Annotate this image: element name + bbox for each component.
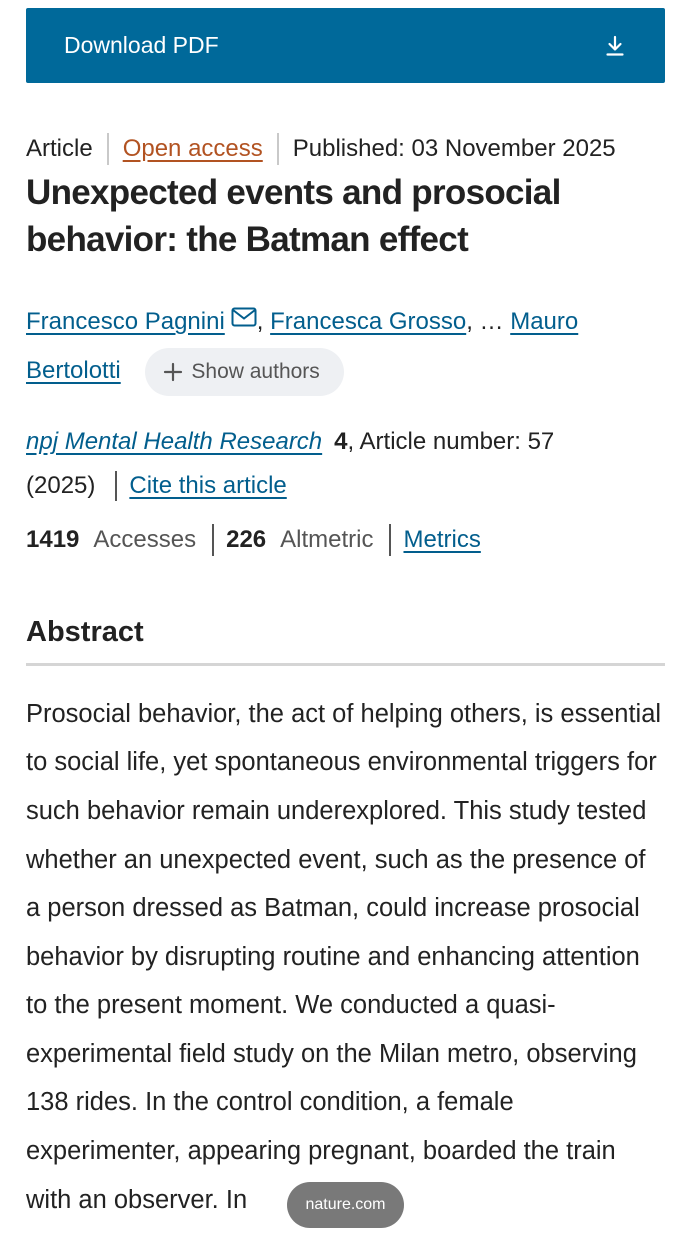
accesses-label: Accesses xyxy=(93,525,197,553)
metrics-link[interactable]: Metrics xyxy=(403,525,481,553)
author-ellipsis: , … xyxy=(466,308,511,335)
published-date: Published: 03 November 2025 xyxy=(292,135,616,162)
show-authors-label: Show authors xyxy=(191,360,320,384)
article-title: Unexpected events and prosocial behavior: the Batman effect xyxy=(26,173,561,259)
author-list xyxy=(26,297,665,396)
author-link-pagnini[interactable]: Francesco Pagnini xyxy=(26,308,225,335)
altmetric-label: Altmetric xyxy=(280,525,374,553)
journal-name-link[interactable]: npj Mental Health Research xyxy=(26,427,323,455)
accesses-count: 1419 xyxy=(26,525,80,553)
abstract-heading: Abstract xyxy=(26,616,665,666)
author-link-bertolotti[interactable]: Mauro Bertolotti xyxy=(26,308,579,384)
metrics-divider xyxy=(212,524,214,556)
plus-icon xyxy=(163,362,183,382)
metrics-divider xyxy=(389,524,391,556)
altmetric-count: 226 xyxy=(226,525,267,553)
download-pdf-button[interactable] xyxy=(26,8,665,83)
site-domain-label: nature.com xyxy=(305,1196,386,1213)
show-authors-button[interactable] xyxy=(145,348,343,396)
meta-divider xyxy=(107,133,109,165)
article-number: , Article number: 57 xyxy=(347,427,555,455)
article-type: Article xyxy=(26,135,93,162)
citation-divider xyxy=(115,471,117,501)
abstract-text: Prosocial behavior, the act of helping others, is essential to social life, yet spontaneous environmental triggers for such behavior remain underexplored. This study tested whether an unexpected event, such as the presence of a person dressed as Batman, could increase prosocial behavior by disrupting routine and enhancing attention to the present moment. We conducted a quasi-experimental field study on the Milan metro, observing 138 rides. In the control condition, a female experimenter, appearing pregnant, boarded the train with an observer. In xyxy=(26,699,662,1214)
author-separator: , xyxy=(256,308,271,335)
article-page xyxy=(26,8,665,1250)
author-link-grosso[interactable]: Francesca Grosso xyxy=(270,308,467,335)
publication-year: (2025) xyxy=(26,471,96,499)
open-access-link[interactable]: Open access xyxy=(122,135,263,162)
email-icon[interactable] xyxy=(231,307,257,327)
download-pdf-label: Download PDF xyxy=(64,32,219,58)
site-domain-pill[interactable] xyxy=(287,1182,404,1228)
article-meta xyxy=(26,133,665,165)
journal-volume: 4 xyxy=(334,427,348,455)
meta-divider xyxy=(277,133,279,165)
download-icon xyxy=(603,34,627,58)
cite-article-link[interactable]: Cite this article xyxy=(129,471,287,499)
article-metrics xyxy=(26,524,665,556)
journal-citation xyxy=(26,420,665,508)
